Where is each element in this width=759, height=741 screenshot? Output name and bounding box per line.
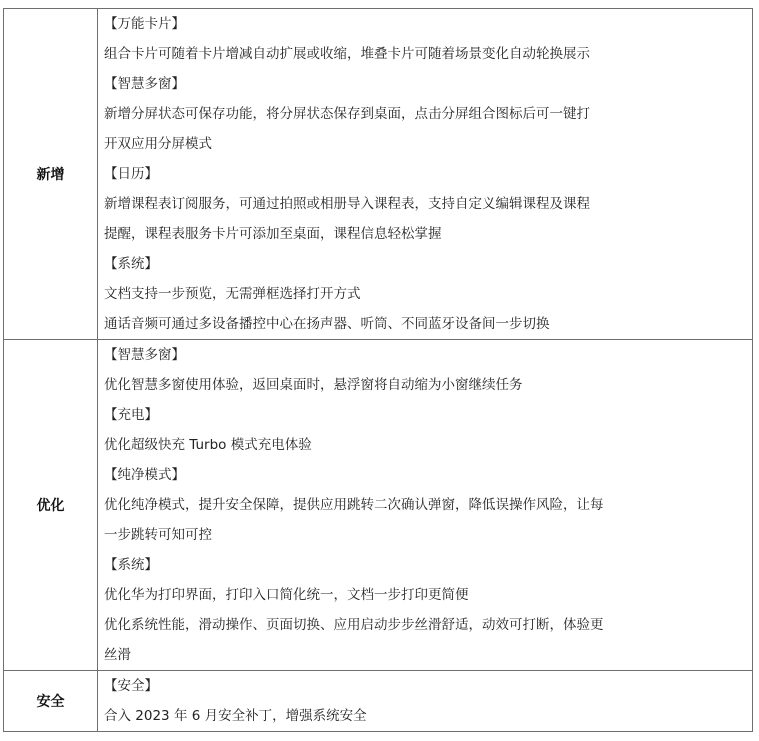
category-cell-optimized: 优化: [4, 340, 98, 671]
change-item: 新增课程表订阅服务，可通过拍照或相册导入课程表，支持自定义编辑课程及课程: [104, 196, 590, 212]
change-item: 开双应用分屏模式: [104, 136, 212, 152]
group-heading: 【系统】: [104, 256, 158, 272]
group-heading: 【安全】: [104, 678, 158, 694]
changelog-body: [4, 9, 753, 732]
group-heading: 【日历】: [104, 166, 158, 182]
change-item: 提醒，课程表服务卡片可添加至桌面，课程信息轻松掌握: [104, 226, 442, 242]
change-item: 文档支持一步预览，无需弹框选择打开方式: [104, 286, 361, 302]
group-heading: 【万能卡片】: [104, 16, 185, 32]
change-item: 优化系统性能，滑动操作、页面切换、应用启动步步丝滑舒适，动效可打断，体验更: [104, 617, 604, 633]
change-item: 合入 2023 年 6 月安全补丁，增强系统安全: [104, 708, 367, 724]
category-cell-security: 安全: [4, 671, 98, 732]
section-row-optimized: [4, 340, 753, 671]
section-row-added: [4, 9, 753, 340]
group-heading: 【智慧多窗】: [104, 347, 185, 363]
section-row-security: [4, 671, 753, 732]
group-heading: 【智慧多窗】: [104, 76, 185, 92]
group-heading: 【充电】: [104, 407, 158, 423]
changelog-container: [3, 8, 753, 732]
category-cell-added: 新增: [4, 9, 98, 340]
group-heading: 【系统】: [104, 557, 158, 573]
content-cell-added: [98, 9, 753, 340]
change-item: 组合卡片可随着卡片增减自动扩展或收缩，堆叠卡片可随着场景变化自动轮换展示: [104, 46, 590, 62]
content-cell-security: [98, 671, 753, 732]
change-item: 通话音频可通过多设备播控中心在扬声器、听筒、不同蓝牙设备间一步切换: [104, 316, 550, 332]
change-item: 一步跳转可知可控: [104, 527, 212, 543]
change-item: 优化华为打印界面，打印入口简化统一，文档一步打印更简便: [104, 587, 469, 603]
change-item: 优化纯净模式，提升安全保障，提供应用跳转二次确认弹窗，降低误操作风险，让每: [104, 497, 604, 513]
change-item: 丝滑: [104, 647, 131, 663]
group-heading: 【纯净模式】: [104, 467, 185, 483]
change-item: 优化智慧多窗使用体验，返回桌面时，悬浮窗将自动缩为小窗继续任务: [104, 377, 523, 393]
change-item: 优化超级快充 Turbo 模式充电体验: [104, 437, 312, 453]
change-item: 新增分屏状态可保存功能，将分屏状态保存到桌面，点击分屏组合图标后可一键打: [104, 106, 590, 122]
changelog-table: [3, 8, 753, 732]
content-cell-optimized: [98, 340, 753, 671]
